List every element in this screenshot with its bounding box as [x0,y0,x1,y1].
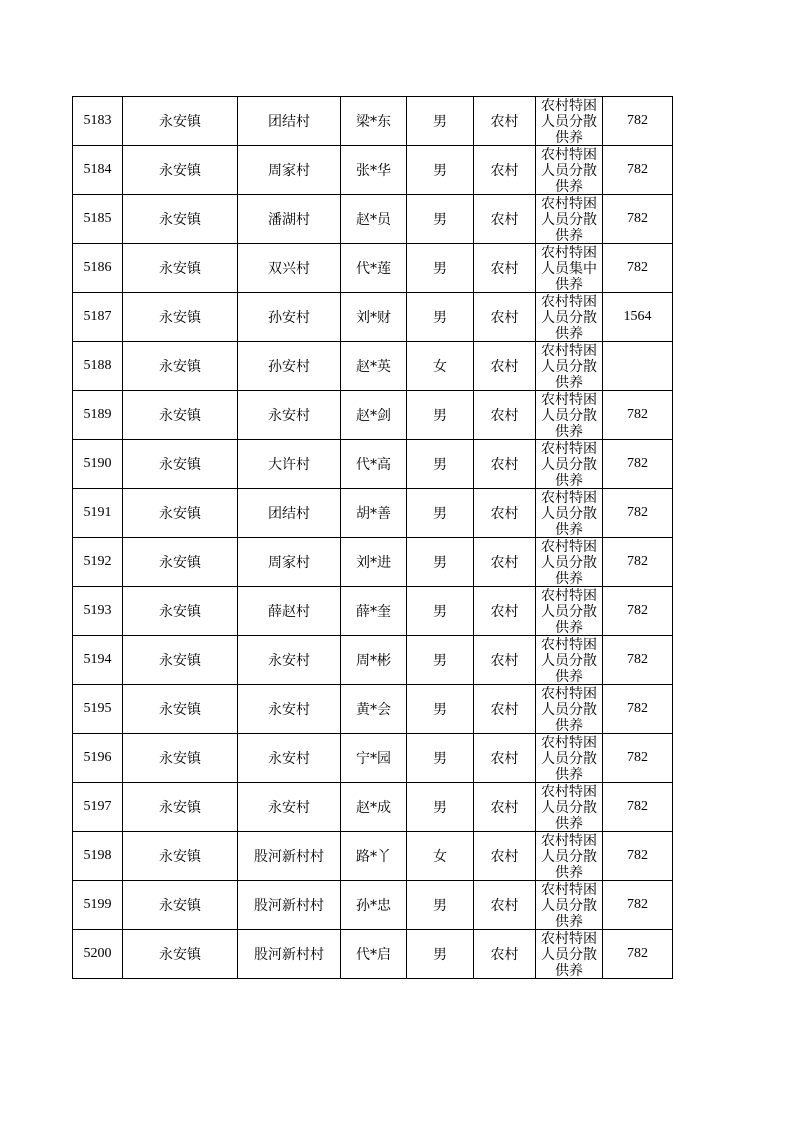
cell-category [536,146,603,195]
table-row [73,391,673,440]
cell-id: 5191 [73,489,123,538]
cell-gender: 女 [407,832,474,881]
cell-town: 永安镇 [123,538,238,587]
category-text: 农村特困人员分散供养 [541,882,597,929]
cell-gender: 男 [407,489,474,538]
cell-amount: 782 [603,440,673,489]
category-text: 农村特困人员分散供养 [541,392,597,439]
cell-gender: 男 [407,636,474,685]
cell-village: 永安村 [238,783,341,832]
table-row [73,440,673,489]
table-row [73,146,673,195]
cell-village: 潘湖村 [238,195,341,244]
category-text: 农村特困人员分散供养 [541,490,597,537]
category-text: 农村特困人员分散供养 [541,637,597,684]
cell-name: 赵*成 [341,783,407,832]
cell-residence: 农村 [474,489,536,538]
cell-residence: 农村 [474,342,536,391]
cell-amount: 782 [603,930,673,979]
cell-residence: 农村 [474,587,536,636]
cell-town: 永安镇 [123,636,238,685]
cell-amount: 782 [603,489,673,538]
cell-town: 永安镇 [123,881,238,930]
cell-amount [603,342,673,391]
cell-category [536,930,603,979]
cell-name: 张*华 [341,146,407,195]
cell-village: 团结村 [238,97,341,146]
cell-residence: 农村 [474,97,536,146]
cell-amount: 782 [603,881,673,930]
cell-id: 5195 [73,685,123,734]
cell-village: 股河新村村 [238,832,341,881]
cell-category [536,881,603,930]
category-text: 农村特困人员分散供养 [541,784,597,831]
table-row [73,489,673,538]
cell-amount: 782 [603,146,673,195]
cell-id: 5193 [73,587,123,636]
cell-category [536,587,603,636]
cell-name: 刘*进 [341,538,407,587]
cell-gender: 男 [407,293,474,342]
cell-id: 5197 [73,783,123,832]
cell-residence: 农村 [474,293,536,342]
cell-residence: 农村 [474,195,536,244]
cell-id: 5196 [73,734,123,783]
category-text: 农村特困人员分散供养 [541,196,597,243]
cell-category [536,489,603,538]
cell-id: 5194 [73,636,123,685]
cell-residence: 农村 [474,881,536,930]
cell-village: 薛赵村 [238,587,341,636]
table-row [73,195,673,244]
cell-amount: 782 [603,391,673,440]
cell-town: 永安镇 [123,832,238,881]
category-text: 农村特困人员分散供养 [541,588,597,635]
cell-id: 5186 [73,244,123,293]
cell-id: 5183 [73,97,123,146]
cell-town: 永安镇 [123,391,238,440]
cell-town: 永安镇 [123,342,238,391]
table-row [73,685,673,734]
table-row [73,636,673,685]
cell-category [536,832,603,881]
cell-id: 5199 [73,881,123,930]
cell-category [536,440,603,489]
table-row [73,342,673,391]
cell-village: 孙安村 [238,293,341,342]
cell-amount: 782 [603,783,673,832]
cell-village: 永安村 [238,734,341,783]
cell-name: 黄*会 [341,685,407,734]
cell-town: 永安镇 [123,489,238,538]
cell-id: 5187 [73,293,123,342]
cell-village: 周家村 [238,146,341,195]
cell-village: 团结村 [238,489,341,538]
cell-gender: 男 [407,195,474,244]
cell-residence: 农村 [474,146,536,195]
cell-village: 永安村 [238,685,341,734]
cell-amount: 782 [603,587,673,636]
cell-category [536,538,603,587]
cell-category [536,342,603,391]
cell-id: 5198 [73,832,123,881]
cell-name: 薛*奎 [341,587,407,636]
category-text: 农村特困人员集中供养 [541,245,597,292]
category-text: 农村特困人员分散供养 [541,441,597,488]
category-text: 农村特困人员分散供养 [541,343,597,390]
cell-id: 5200 [73,930,123,979]
cell-name: 赵*剑 [341,391,407,440]
table-row [73,244,673,293]
cell-amount: 782 [603,685,673,734]
cell-residence: 农村 [474,734,536,783]
cell-village: 周家村 [238,538,341,587]
category-text: 农村特困人员分散供养 [541,294,597,341]
cell-gender: 男 [407,97,474,146]
cell-category [536,293,603,342]
cell-amount: 782 [603,195,673,244]
cell-name: 胡*善 [341,489,407,538]
cell-amount: 782 [603,538,673,587]
cell-residence: 农村 [474,783,536,832]
cell-name: 路*丫 [341,832,407,881]
table-row [73,734,673,783]
cell-name: 赵*英 [341,342,407,391]
category-text: 农村特困人员分散供养 [541,539,597,586]
cell-name: 代*高 [341,440,407,489]
cell-village: 大许村 [238,440,341,489]
category-text: 农村特困人员分散供养 [541,98,597,145]
table-row [73,97,673,146]
cell-town: 永安镇 [123,97,238,146]
cell-id: 5192 [73,538,123,587]
cell-gender: 男 [407,538,474,587]
cell-village: 股河新村村 [238,930,341,979]
cell-residence: 农村 [474,930,536,979]
cell-amount: 782 [603,832,673,881]
cell-village: 双兴村 [238,244,341,293]
cell-name: 周*彬 [341,636,407,685]
table-row [73,930,673,979]
cell-town: 永安镇 [123,244,238,293]
cell-gender: 男 [407,440,474,489]
cell-amount: 1564 [603,293,673,342]
cell-gender: 男 [407,244,474,293]
cell-town: 永安镇 [123,293,238,342]
cell-id: 5190 [73,440,123,489]
cell-gender: 男 [407,930,474,979]
cell-village: 孙安村 [238,342,341,391]
cell-residence: 农村 [474,538,536,587]
cell-name: 刘*财 [341,293,407,342]
cell-town: 永安镇 [123,440,238,489]
cell-id: 5184 [73,146,123,195]
cell-name: 孙*忠 [341,881,407,930]
cell-gender: 男 [407,391,474,440]
table-body [73,97,673,979]
cell-village: 永安村 [238,391,341,440]
cell-town: 永安镇 [123,783,238,832]
cell-residence: 农村 [474,244,536,293]
cell-name: 宁*园 [341,734,407,783]
cell-residence: 农村 [474,685,536,734]
cell-category [536,195,603,244]
cell-category [536,244,603,293]
cell-town: 永安镇 [123,146,238,195]
category-text: 农村特困人员分散供养 [541,686,597,733]
cell-category [536,636,603,685]
cell-town: 永安镇 [123,195,238,244]
cell-category [536,685,603,734]
table-row [73,587,673,636]
cell-id: 5189 [73,391,123,440]
cell-gender: 男 [407,881,474,930]
cell-amount: 782 [603,734,673,783]
cell-residence: 农村 [474,391,536,440]
cell-gender: 男 [407,146,474,195]
category-text: 农村特困人员分散供养 [541,833,597,880]
cell-residence: 农村 [474,440,536,489]
cell-id: 5188 [73,342,123,391]
cell-name: 代*莲 [341,244,407,293]
table-row [73,538,673,587]
cell-amount: 782 [603,636,673,685]
cell-town: 永安镇 [123,685,238,734]
cell-gender: 男 [407,685,474,734]
cell-residence: 农村 [474,832,536,881]
cell-residence: 农村 [474,636,536,685]
cell-town: 永安镇 [123,930,238,979]
table-row [73,293,673,342]
category-text: 农村特困人员分散供养 [541,735,597,782]
table-row [73,832,673,881]
cell-name: 赵*员 [341,195,407,244]
cell-name: 梁*东 [341,97,407,146]
beneficiary-table [72,96,673,979]
cell-town: 永安镇 [123,587,238,636]
table-row [73,783,673,832]
cell-gender: 男 [407,734,474,783]
table-row [73,881,673,930]
cell-category [536,783,603,832]
category-text: 农村特困人员分散供养 [541,931,597,978]
cell-category [536,391,603,440]
cell-category [536,734,603,783]
cell-gender: 男 [407,587,474,636]
category-text: 农村特困人员分散供养 [541,147,597,194]
cell-village: 永安村 [238,636,341,685]
cell-village: 股河新村村 [238,881,341,930]
cell-amount: 782 [603,244,673,293]
cell-gender: 男 [407,783,474,832]
cell-town: 永安镇 [123,734,238,783]
cell-name: 代*启 [341,930,407,979]
cell-category [536,97,603,146]
cell-gender: 女 [407,342,474,391]
cell-amount: 782 [603,97,673,146]
cell-id: 5185 [73,195,123,244]
